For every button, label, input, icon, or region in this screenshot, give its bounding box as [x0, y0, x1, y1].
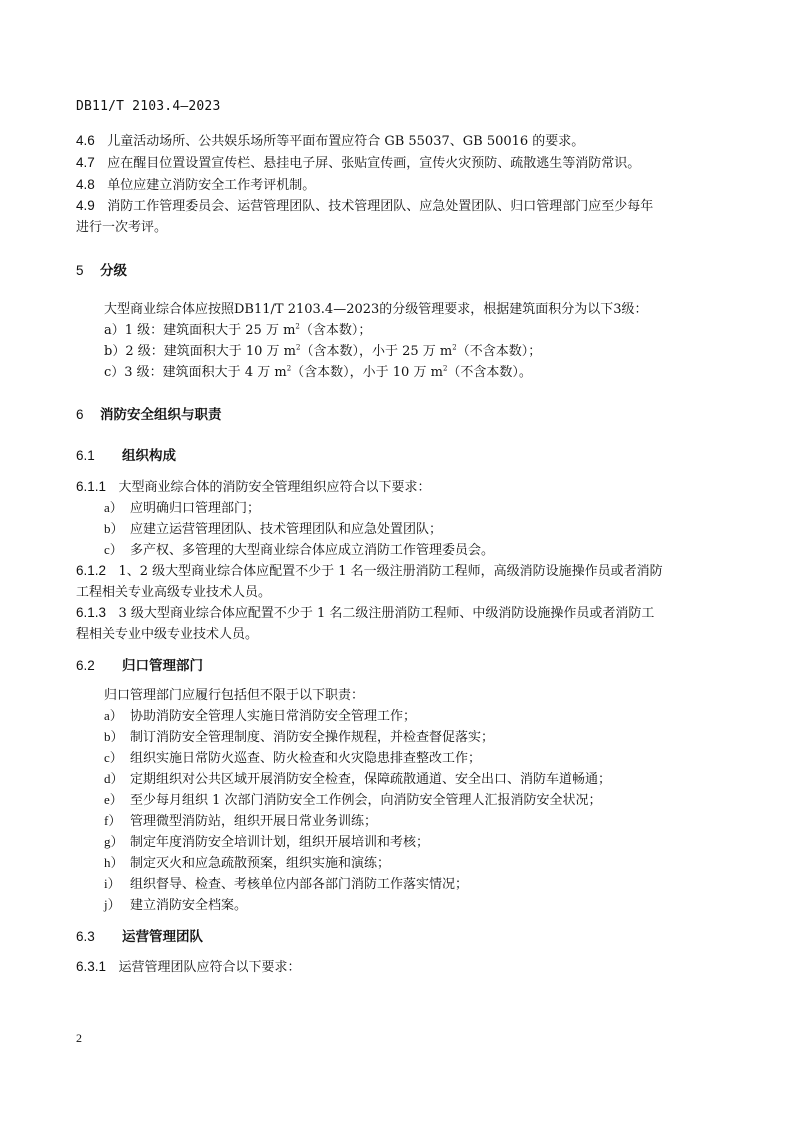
- list-item: e） 至少每月组织 1 次部门消防安全工作例会，向消防安全管理人汇报消防安全状况；: [104, 792, 602, 808]
- clause-number: 6.1.2: [76, 563, 107, 578]
- clause-number: 6.1.3: [76, 605, 107, 620]
- section-title: 归口管理部门: [122, 658, 203, 673]
- list-item: j） 建立消防安全档案。: [104, 897, 248, 913]
- section-number: 6.2: [76, 658, 95, 673]
- section-title: 消防安全组织与职责: [100, 407, 222, 422]
- clause-text: 应在醒目位置设置宣传栏、悬挂电子屏、张贴宣传画，宣传火灾预防、疏散逃生等消防常识。: [107, 156, 641, 171]
- clause-6-3-1: [76, 956, 300, 975]
- list-item: f） 管理微型消防站，组织开展日常业务训练；: [104, 813, 378, 829]
- section-5-heading: [76, 259, 127, 279]
- section-title: 运营管理团队: [122, 929, 203, 944]
- list-item: a） 应明确归口管理部门；: [104, 500, 261, 516]
- clause-6-1-2: [76, 560, 663, 579]
- section-6-3-heading: [76, 925, 203, 945]
- list-item: b） 制订消防安全管理制度、消防安全操作规程，并检查督促落实；: [104, 729, 495, 745]
- clause-number: 6.1.1: [76, 479, 107, 494]
- section-number: 6: [76, 407, 84, 422]
- clause-6-1-3: [76, 602, 654, 621]
- section-6-2-intro: 归口管理部门应履行包括但不限于以下职责：: [104, 688, 365, 703]
- clause-4-9-continuation: 进行一次考评。: [76, 220, 168, 235]
- list-item: h） 制定灭火和应急疏散预案，组织实施和演练；: [104, 855, 391, 871]
- clause-text: 消防工作管理委员会、运营管理团队、技术管理团队、应急处置团队、归口管理部门应至少每年: [107, 199, 654, 214]
- clause-text: 儿童活动场所、公共娱乐场所等平面布置应符合 GB 55037、GB 50016 的要求。: [107, 134, 585, 149]
- grade-item-a: a）1 级：建筑面积大于 25 万 $m^2$（含本数）；: [104, 322, 372, 338]
- grade-item-b: b）2 级：建筑面积大于 10 万 $m^2$（含本数），小于 25 万 $m^2$（不含本数）；: [104, 343, 542, 359]
- list-item: d） 定期组织对公共区域开展消防安全检查，保障疏散通道、安全出口、消防车道畅通；: [104, 771, 612, 787]
- clause-number: 4.9: [76, 198, 95, 213]
- section-number: 6.1: [76, 448, 95, 463]
- section-title: 组织构成: [122, 448, 176, 463]
- clause-text: 单位应建立消防安全工作考评机制。: [107, 178, 316, 193]
- section-6-1-heading: [76, 444, 176, 464]
- clause-4-8: [76, 174, 315, 193]
- list-item: i） 组织督导、检查、考核单位内部各部门消防工作落实情况；: [104, 876, 469, 892]
- clause-6-1-3-continuation: 程相关专业中级专业技术人员。: [76, 627, 259, 642]
- clause-number: 4.6: [76, 133, 95, 148]
- clause-text: 1、2 级大型商业综合体应配置不少于 1 名一级注册消防工程师，高级消防设施操作员或者消防: [118, 564, 663, 579]
- section-number: 6.3: [76, 929, 95, 944]
- clause-4-7: [76, 152, 640, 171]
- list-item: b） 应建立运营管理团队、技术管理团队和应急处置团队；: [104, 521, 443, 537]
- section-5-intro: 大型商业综合体应按照DB11/T 2103.4—2023的分级管理要求，根据建筑面积分为以下3级：: [104, 302, 648, 317]
- list-item: c） 组织实施日常防火巡查、防火检查和火灾隐患排查整改工作；: [104, 750, 482, 766]
- clause-text: 3 级大型商业综合体应配置不少于 1 名二级注册消防工程师、中级消防设施操作员或者消防工: [118, 606, 655, 621]
- clause-number: 6.3.1: [76, 959, 107, 974]
- clause-6-1-2-continuation: 工程相关专业高级专业技术人员。: [76, 585, 272, 600]
- section-number: 5: [76, 263, 84, 278]
- clause-4-9: [76, 195, 653, 214]
- document-header: DB11/T 2103.4—2023: [76, 99, 221, 114]
- section-6-2-heading: [76, 654, 203, 674]
- section-6-heading: [76, 403, 222, 423]
- section-title: 分级: [100, 263, 127, 278]
- clause-number: 4.7: [76, 155, 95, 170]
- list-item: c） 多产权、多管理的大型商业综合体应成立消防工作管理委员会。: [104, 542, 495, 558]
- page-number: 2: [76, 1031, 82, 1045]
- clause-text: 大型商业综合体的消防安全管理组织应符合以下要求：: [118, 480, 431, 495]
- clause-text: 运营管理团队应符合以下要求：: [118, 960, 301, 975]
- list-item: g） 制定年度消防安全培训计划，组织开展培训和考核；: [104, 834, 430, 850]
- clause-number: 4.8: [76, 177, 95, 192]
- grade-item-c: c）3 级：建筑面积大于 4 万 $m^2$（含本数），小于 10 万 $m^2$（不含本数）。: [104, 364, 532, 380]
- list-item: a） 协助消防安全管理人实施日常消防安全管理工作；: [104, 708, 417, 724]
- clause-4-6: [76, 130, 584, 149]
- clause-6-1-1: [76, 476, 430, 495]
